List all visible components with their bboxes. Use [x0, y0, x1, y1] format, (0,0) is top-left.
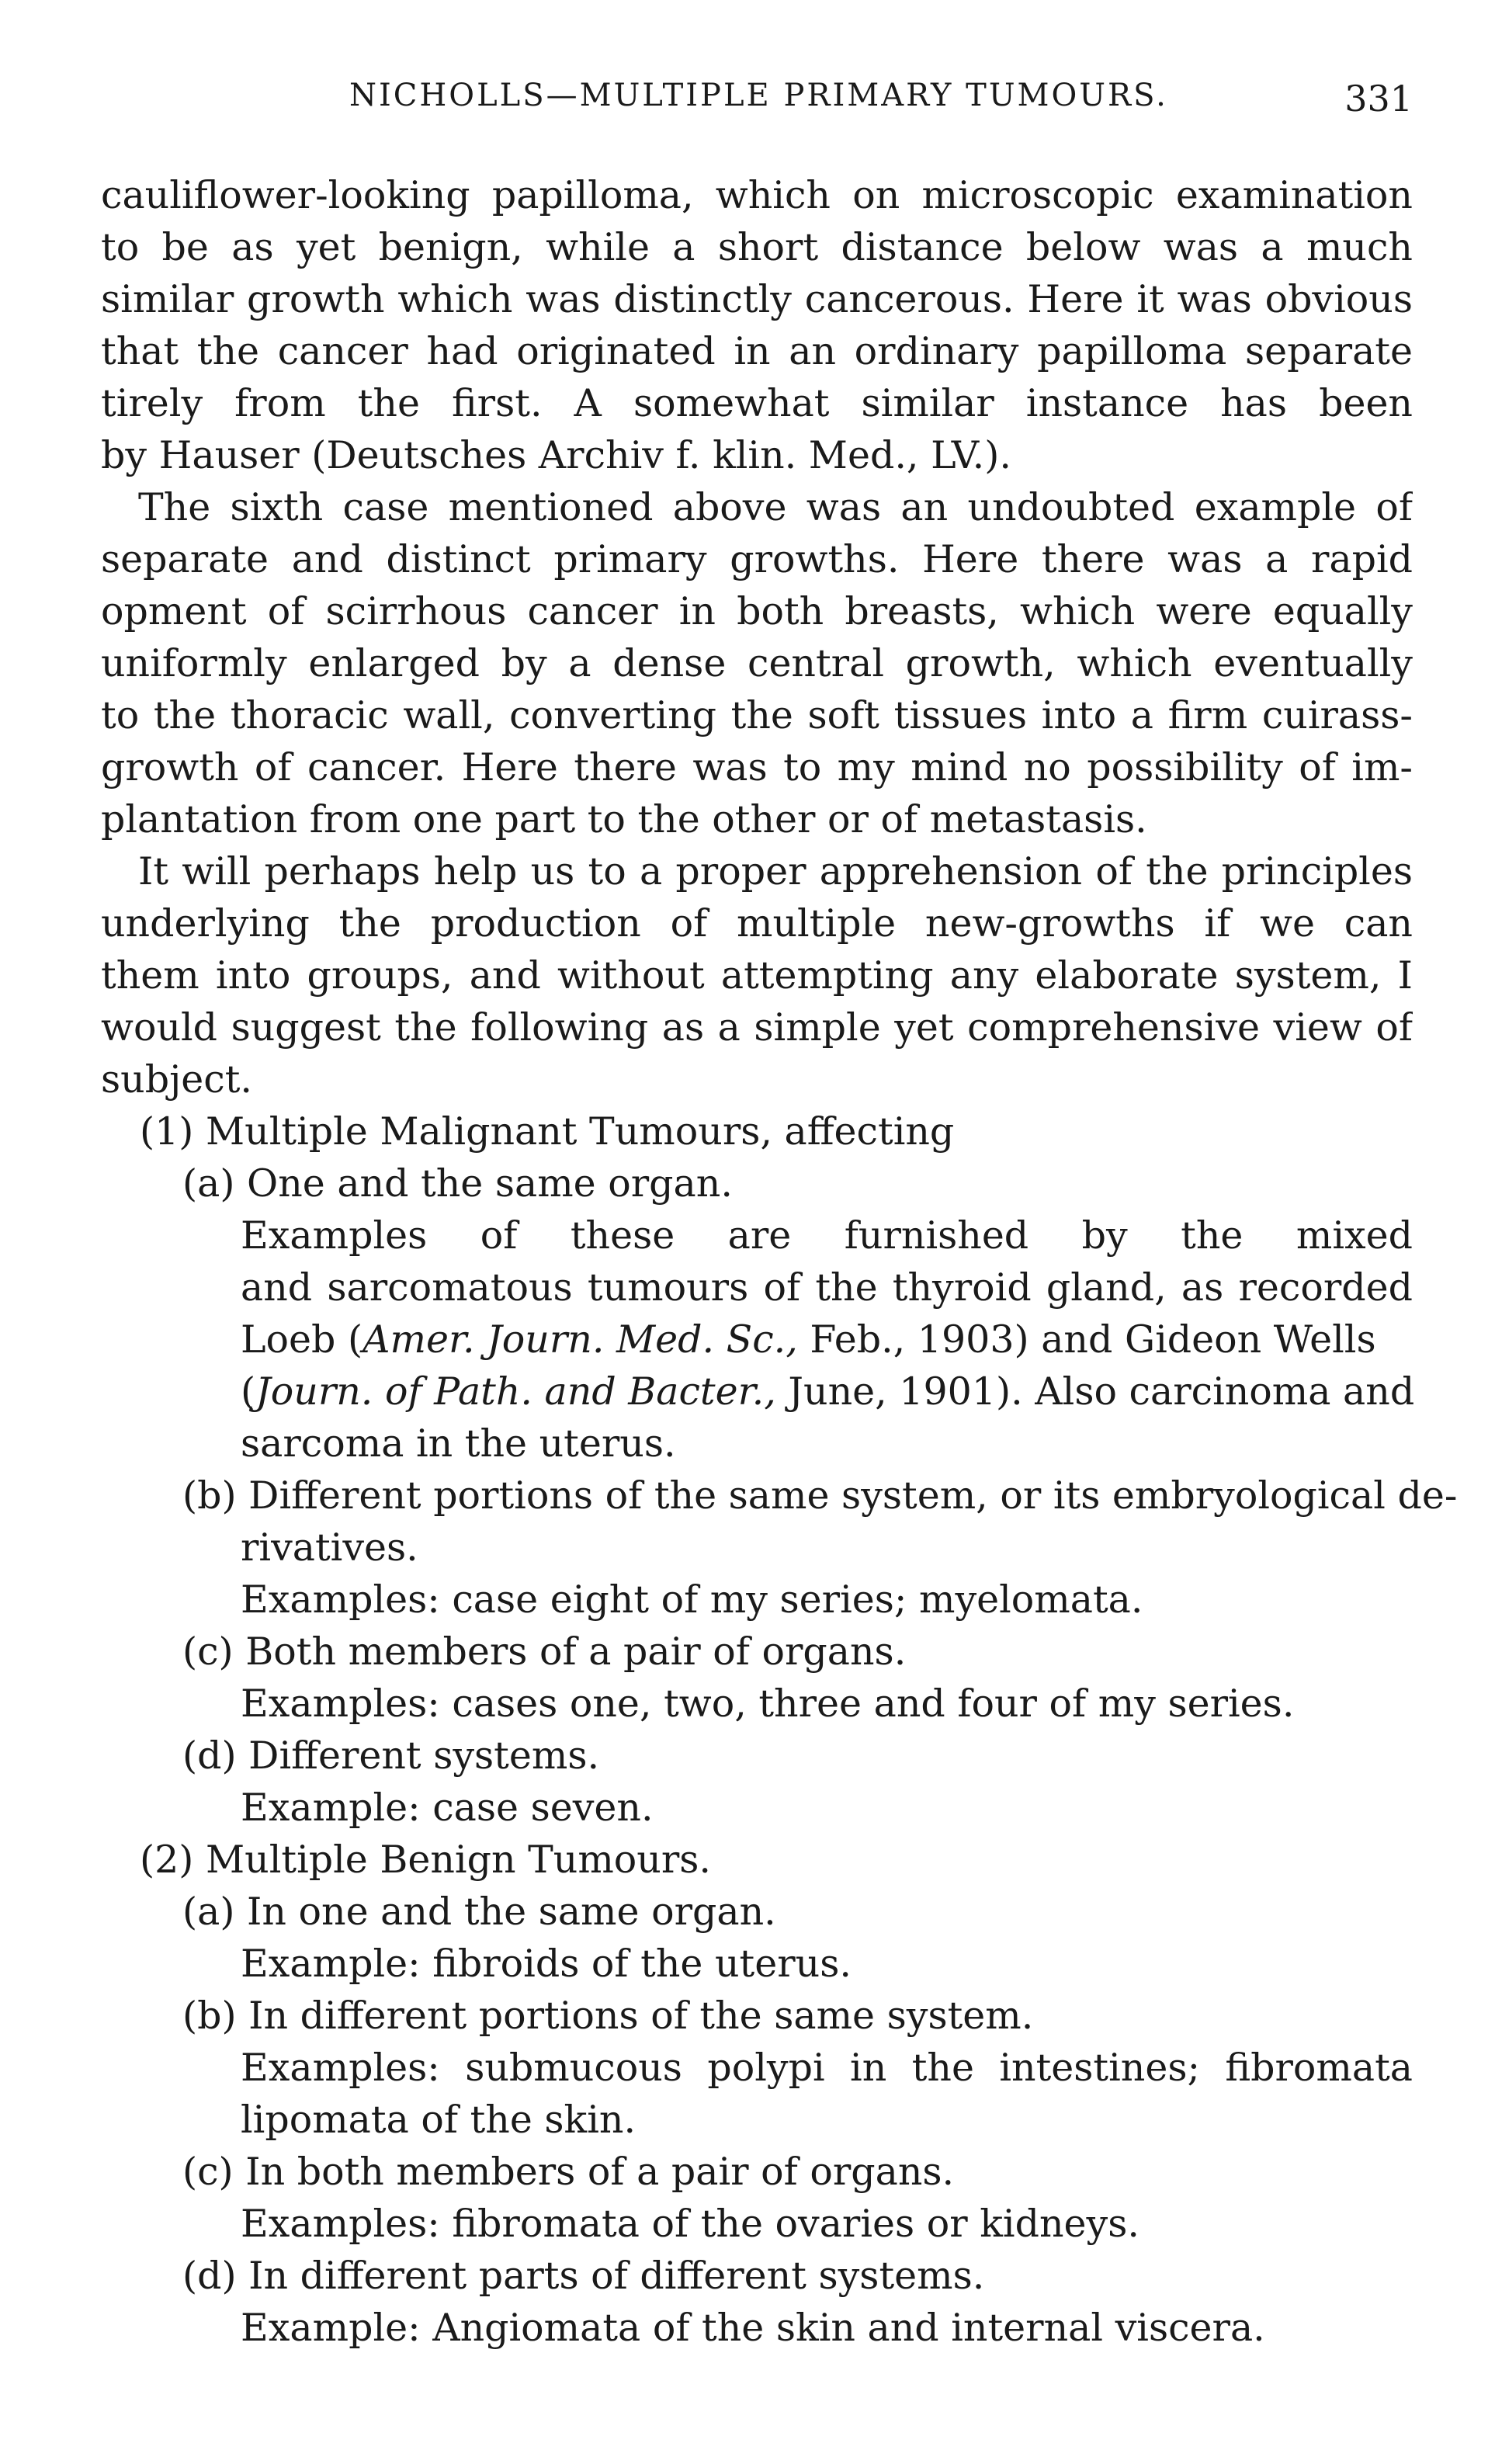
group-1-a-label: (a) One and the same organ.: [182, 1161, 733, 1206]
citation-text: June, 1901). Also carcinoma and: [775, 1369, 1415, 1414]
text-line: tirely from the first. A somewhat similar instance has been: [101, 381, 1413, 425]
text-line: would suggest the following as a simple yet comprehensive view of: [101, 1005, 1413, 1050]
page-number: 331: [1344, 78, 1413, 120]
group-2-b-examples-continued: lipomata of the skin.: [241, 2098, 637, 2142]
text-line: It will perhaps help us to a proper apprehension of the principles: [138, 849, 1413, 894]
group-1-b-examples: Examples: case eight of my series; myelomata.: [241, 1577, 1143, 1622]
body-text: [101, 169, 1458, 2354]
group-2-b-label: (b) In different portions of the same system.: [182, 1994, 1034, 2038]
text-line: opment of scirrhous cancer in both breasts, which were equally: [101, 589, 1413, 633]
text-line: separate and distinct primary growths. Here there was a rapid: [101, 537, 1413, 581]
group-2-c-examples: Examples: fibromata of the ovaries or kidneys.: [241, 2202, 1139, 2246]
text-line: underlying the production of multiple new-growths if we can: [101, 901, 1413, 946]
text-line: them into groups, and without attempting any elaborate system, I: [101, 953, 1413, 998]
group-1-a-example-line: and sarcomatous tumours of the thyroid gland, as recorded: [241, 1265, 1413, 1310]
group-2-d-examples: Example: Angiomata of the skin and internal viscera.: [241, 2306, 1265, 2350]
text-line: subject.: [101, 1057, 252, 1102]
group-1-a-example-citation-2: [101, 1366, 1413, 1418]
group-1-b-label-continued: rivatives.: [241, 1525, 418, 1570]
text-line: to be as yet benign, while a short distance below was a much: [101, 225, 1413, 269]
group-1-d-examples: Example: case seven.: [241, 1786, 654, 1830]
group-1-a-example-line: Examples of these are furnished by the mixed: [241, 1213, 1413, 1258]
text-line: cauliflower-looking papilloma, which on microscopic examination: [101, 173, 1413, 217]
group-1-a-example-line: sarcoma in the uterus.: [241, 1421, 676, 1466]
group-1-d-label: (d) Different systems.: [182, 1733, 600, 1778]
running-head: [101, 78, 1413, 124]
group-1-a-example-citation-1: [101, 1314, 1413, 1366]
text-line: uniformly enlarged by a dense central growth, which eventually: [101, 641, 1413, 685]
text-line: The sixth case mentioned above was an undoubted example of: [138, 485, 1413, 529]
running-title: NICHOLLS—MULTIPLE PRIMARY TUMOURS.: [349, 78, 1168, 113]
text-line: similar growth which was distinctly cancerous. Here it was obvious: [101, 277, 1413, 321]
citation-text: Feb., 1903) and Gideon Wells: [797, 1317, 1376, 1362]
citation-text: (: [241, 1369, 256, 1414]
text-line: growth of cancer. Here there was to my mind no possibility of im-: [101, 745, 1413, 790]
group-2-c-label: (c) In both members of a pair of organs.: [182, 2150, 955, 2194]
group-2-a-examples: Example: fibroids of the uterus.: [241, 1942, 852, 1986]
group-1-b-label: (b) Different portions of the same system, or its embryological de-: [182, 1473, 1458, 1518]
text-line: to the thoracic wall, converting the soft tissues into a firm cuirass-: [101, 693, 1413, 737]
group-2-b-examples: Examples: submucous polypi in the intestines; fibromata: [241, 2046, 1413, 2090]
journal-reference: Journ. of Path. and Bacter.,: [255, 1369, 776, 1414]
group-2-a-label: (a) In one and the same organ.: [182, 1890, 776, 1934]
text-line: by Hauser (Deutsches Archiv f. klin. Med., LV.).: [101, 433, 1011, 477]
group-2-heading: (2) Multiple Benign Tumours.: [140, 1838, 712, 1882]
group-2-d-label: (d) In different parts of different systems.: [182, 2254, 985, 2298]
journal-reference: Amer. Journ. Med. Sc.,: [362, 1317, 798, 1362]
group-1-heading: (1) Multiple Malignant Tumours, affecting: [140, 1109, 955, 1154]
citation-text: Loeb (: [241, 1317, 363, 1362]
text-line: plantation from one part to the other or of metastasis.: [101, 797, 1147, 842]
group-1-c-examples: Examples: cases one, two, three and four of my series.: [241, 1681, 1295, 1726]
text-line: that the cancer had originated in an ordinary papilloma separate: [101, 329, 1413, 373]
group-1-c-label: (c) Both members of a pair of organs.: [182, 1629, 907, 1674]
